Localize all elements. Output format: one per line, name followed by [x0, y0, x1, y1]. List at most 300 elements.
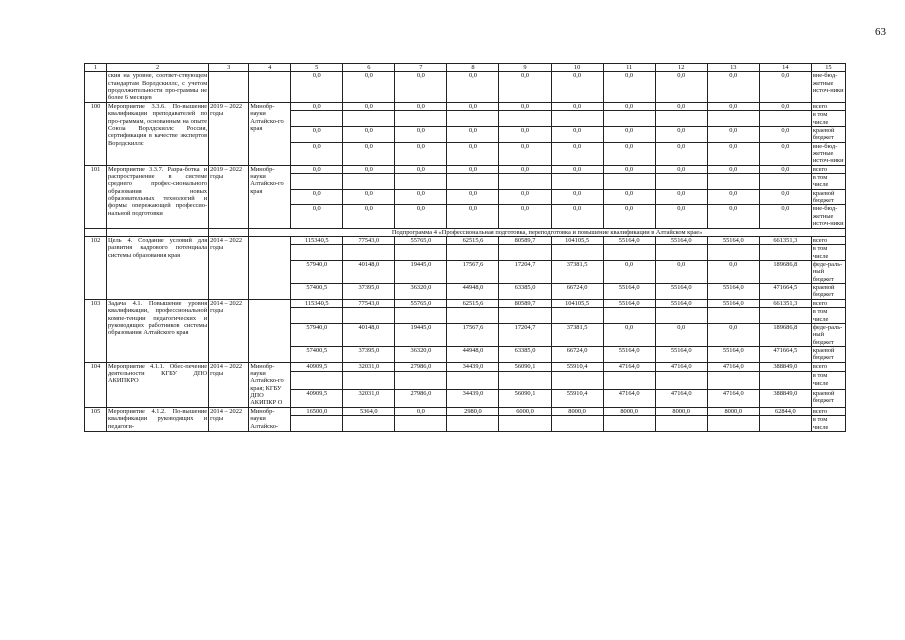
value-cell — [395, 111, 447, 127]
value-cell — [655, 245, 707, 261]
value-cell: 44948,0 — [447, 346, 499, 362]
value-cell: 40148,0 — [343, 323, 395, 346]
header-cell: 1 — [85, 64, 107, 72]
value-cell: 57400,5 — [291, 346, 343, 362]
value-cell: 47164,0 — [603, 362, 655, 371]
value-cell: 6000,0 — [499, 407, 551, 415]
value-cell: 0,0 — [395, 72, 447, 102]
value-cell: 2980,0 — [447, 407, 499, 415]
value-cell: 55164,0 — [655, 299, 707, 307]
value-cell: 63385,0 — [499, 346, 551, 362]
value-cell: 0,0 — [291, 102, 343, 110]
value-cell — [343, 174, 395, 190]
source-cell: в том числе — [811, 416, 845, 432]
value-cell: 17204,7 — [499, 260, 551, 283]
row-number-cell: 101 — [85, 165, 107, 228]
header-cell: 2 — [107, 64, 209, 72]
value-cell — [603, 416, 655, 432]
value-cell: 55164,0 — [655, 346, 707, 362]
value-cell: 66724,0 — [551, 346, 603, 362]
value-cell: 0,0 — [707, 102, 759, 110]
value-cell: 0,0 — [447, 102, 499, 110]
value-cell: 0,0 — [655, 72, 707, 102]
value-cell: 0,0 — [707, 189, 759, 205]
value-cell: 388849,0 — [759, 389, 811, 407]
value-cell: 0,0 — [395, 165, 447, 173]
row-name-cell: Цель 4. Создание условий для развития кадрового потенциала системы образования края — [107, 236, 209, 299]
source-cell: в том числе — [811, 245, 845, 261]
period-cell — [209, 228, 249, 236]
source-cell: краевой бюджет — [811, 189, 845, 205]
value-cell: 55765,0 — [395, 299, 447, 307]
value-cell: 0,0 — [655, 102, 707, 110]
row-number-cell — [85, 228, 107, 236]
value-cell: 0,0 — [447, 142, 499, 165]
value-cell: 56090,1 — [499, 362, 551, 371]
table-row — [85, 299, 846, 307]
value-cell: 0,0 — [551, 72, 603, 102]
source-cell: краевой бюджет — [811, 389, 845, 407]
value-cell — [343, 245, 395, 261]
header-row — [85, 64, 846, 72]
header-cell: 8 — [447, 64, 499, 72]
value-cell: 0,0 — [759, 72, 811, 102]
value-cell: 57400,5 — [291, 284, 343, 300]
value-cell: 0,0 — [343, 72, 395, 102]
table-body — [85, 64, 846, 432]
executor-cell: Минобр-науки Алтайско-го края — [249, 102, 291, 165]
value-cell: 55164,0 — [707, 346, 759, 362]
value-cell — [655, 372, 707, 390]
value-cell: 0,0 — [603, 260, 655, 283]
value-cell: 0,0 — [707, 72, 759, 102]
value-cell: 8000,0 — [603, 407, 655, 415]
source-cell: в том числе — [811, 308, 845, 324]
value-cell — [499, 111, 551, 127]
value-cell: 388849,0 — [759, 362, 811, 371]
value-cell: 0,0 — [759, 205, 811, 228]
value-cell: 0,0 — [551, 165, 603, 173]
subprogram-title: Подпрограмма 4 «Профессиональная подготовка, переподготовка и повышение квалификации в Алтайском крае» — [249, 228, 846, 236]
value-cell: 47164,0 — [655, 362, 707, 371]
value-cell — [447, 174, 499, 190]
row-name-cell: Задача 4.1. Повышение уровня квалификации, профессиональной компе-тенции педагогических и руководящих работников системы образования Алтайского края — [107, 299, 209, 362]
value-cell — [343, 111, 395, 127]
value-cell: 77543,0 — [343, 299, 395, 307]
value-cell: 55164,0 — [603, 284, 655, 300]
source-cell: вне-бюд-жетные источ-ники — [811, 72, 845, 102]
value-cell: 47164,0 — [707, 362, 759, 371]
value-cell: 62515,6 — [447, 299, 499, 307]
value-cell: 0,0 — [291, 72, 343, 102]
period-cell: 2019 – 2022 годы — [209, 102, 249, 165]
value-cell: 17204,7 — [499, 323, 551, 346]
value-cell — [603, 372, 655, 390]
executor-cell: Минобр-науки Алтайско-го края — [249, 165, 291, 228]
value-cell: 0,0 — [551, 205, 603, 228]
value-cell — [499, 416, 551, 432]
value-cell — [551, 174, 603, 190]
value-cell: 0,0 — [499, 205, 551, 228]
executor-cell: Минобр-науки Алтайско- — [249, 407, 291, 431]
value-cell: 0,0 — [603, 205, 655, 228]
value-cell: 55910,4 — [551, 389, 603, 407]
value-cell: 0,0 — [447, 205, 499, 228]
value-cell — [707, 372, 759, 390]
value-cell — [707, 245, 759, 261]
value-cell: 0,0 — [343, 102, 395, 110]
row-number-cell: 104 — [85, 362, 107, 407]
value-cell: 0,0 — [759, 165, 811, 173]
value-cell: 44948,0 — [447, 284, 499, 300]
value-cell: 0,0 — [603, 72, 655, 102]
header-cell: 15 — [811, 64, 845, 72]
row-name-cell: ския на уровне, соответ-ствующем стандартам Ворлдскиллс, с учетом продолжительности про-граммы не более 6 месяцев — [108, 72, 208, 102]
value-cell: 0,0 — [395, 205, 447, 228]
value-cell: 0,0 — [447, 165, 499, 173]
value-cell: 55164,0 — [603, 346, 655, 362]
value-cell: 37395,0 — [343, 346, 395, 362]
value-cell — [707, 174, 759, 190]
value-cell: 55910,4 — [551, 362, 603, 371]
source-cell: в том числе — [811, 372, 845, 390]
value-cell: 80589,7 — [499, 299, 551, 307]
value-cell: 27986,0 — [395, 389, 447, 407]
period-cell: 2014 – 2022 годы — [209, 362, 249, 407]
value-cell — [395, 308, 447, 324]
value-cell — [291, 111, 343, 127]
value-cell: 115340,5 — [291, 299, 343, 307]
value-cell: 0,0 — [603, 189, 655, 205]
value-cell: 0,0 — [759, 142, 811, 165]
value-cell: 0,0 — [603, 142, 655, 165]
value-cell: 0,0 — [759, 102, 811, 110]
value-cell: 0,0 — [707, 165, 759, 173]
value-cell — [291, 308, 343, 324]
executor-cell: Минобр-науки Алтайско-го края; КГБУ ДПО АКИПКР О — [249, 362, 291, 407]
header-cell: 10 — [551, 64, 603, 72]
value-cell: 0,0 — [291, 126, 343, 142]
value-cell: 115340,5 — [291, 236, 343, 244]
value-cell — [447, 308, 499, 324]
source-cell: всего — [811, 236, 845, 244]
value-cell: 5364,0 — [343, 407, 395, 415]
value-cell: 57940,0 — [291, 323, 343, 346]
table-row — [85, 236, 846, 244]
row-number-cell: 103 — [85, 299, 107, 362]
subprogram-row — [85, 228, 846, 236]
value-cell: 0,0 — [603, 126, 655, 142]
value-cell: 189686,8 — [759, 323, 811, 346]
value-cell: 661351,3 — [759, 236, 811, 244]
value-cell: 55164,0 — [655, 236, 707, 244]
source-cell: всего — [811, 362, 845, 371]
source-cell: краевой бюджет — [811, 126, 845, 142]
value-cell: 0,0 — [343, 165, 395, 173]
value-cell — [551, 308, 603, 324]
header-cell: 7 — [395, 64, 447, 72]
source-cell: феде-раль-ный бюджет — [811, 260, 845, 283]
header-cell: 11 — [603, 64, 655, 72]
value-cell: 0,0 — [655, 142, 707, 165]
value-cell: 0,0 — [291, 205, 343, 228]
value-cell: 40148,0 — [343, 260, 395, 283]
value-cell: 47164,0 — [707, 389, 759, 407]
value-cell: 0,0 — [395, 102, 447, 110]
value-cell: 55164,0 — [707, 284, 759, 300]
value-cell: 471664,5 — [759, 346, 811, 362]
value-cell — [447, 416, 499, 432]
row-name-cell: Мероприятие 4.1.2. По-вышение квалификации руководящих и педагоги- — [108, 407, 208, 430]
value-cell: 0,0 — [551, 189, 603, 205]
page-number: 63 — [875, 26, 886, 38]
value-cell: 56090,1 — [499, 389, 551, 407]
value-cell: 0,0 — [499, 72, 551, 102]
header-cell: 12 — [655, 64, 707, 72]
executor-cell — [249, 299, 291, 362]
value-cell: 8000,0 — [707, 407, 759, 415]
value-cell: 0,0 — [499, 165, 551, 173]
source-cell: вне-бюд-жетные источ-ники — [812, 205, 844, 228]
value-cell: 0,0 — [447, 72, 499, 102]
value-cell: 19445,0 — [395, 260, 447, 283]
period-cell: 2019 – 2022 годы — [209, 165, 249, 228]
value-cell — [603, 308, 655, 324]
source-cell: всего — [811, 102, 845, 110]
value-cell — [291, 372, 343, 390]
value-cell: 0,0 — [551, 102, 603, 110]
value-cell — [447, 111, 499, 127]
value-cell: 0,0 — [343, 189, 395, 205]
value-cell: 0,0 — [603, 323, 655, 346]
header-cell: 3 — [209, 64, 249, 72]
value-cell: 0,0 — [499, 102, 551, 110]
source-cell: всего — [811, 165, 845, 173]
table-row — [85, 362, 846, 371]
row-number-cell: 105 — [85, 407, 107, 431]
value-cell — [603, 245, 655, 261]
value-cell — [759, 245, 811, 261]
value-cell: 66724,0 — [551, 284, 603, 300]
value-cell — [759, 174, 811, 190]
header-cell: 4 — [249, 64, 291, 72]
value-cell — [499, 308, 551, 324]
value-cell: 0,0 — [395, 189, 447, 205]
value-cell — [499, 245, 551, 261]
table-row — [85, 102, 846, 110]
value-cell: 80589,7 — [499, 236, 551, 244]
value-cell: 36320,0 — [395, 284, 447, 300]
value-cell: 661351,3 — [759, 299, 811, 307]
value-cell: 37381,5 — [551, 260, 603, 283]
header-cell: 6 — [343, 64, 395, 72]
source-cell: всего — [811, 407, 845, 415]
value-cell: 47164,0 — [603, 389, 655, 407]
value-cell: 0,0 — [343, 142, 395, 165]
value-cell: 0,0 — [551, 126, 603, 142]
value-cell: 0,0 — [603, 102, 655, 110]
header-cell: 13 — [707, 64, 759, 72]
value-cell — [447, 372, 499, 390]
source-cell: всего — [811, 299, 845, 307]
value-cell — [707, 416, 759, 432]
value-cell — [395, 416, 447, 432]
value-cell: 32031,0 — [343, 389, 395, 407]
value-cell: 17567,6 — [447, 260, 499, 283]
row-name-cell: Мероприятие 4.1.1. Обес-печение деятельности КГБУ ДПО АКИПКРО — [107, 362, 209, 407]
row-name-cell: Мероприятие 3.3.6. По-вышение квалификации преподавателей по про-граммам, основанным на опыте Союза Ворлдскиллс Россия, сертификация в качестве экспертов Ворлдскиллс — [107, 102, 209, 165]
value-cell: 104105,5 — [551, 236, 603, 244]
value-cell: 0,0 — [759, 126, 811, 142]
value-cell — [759, 308, 811, 324]
value-cell — [343, 416, 395, 432]
value-cell: 0,0 — [343, 126, 395, 142]
header-cell: 5 — [291, 64, 343, 72]
value-cell: 0,0 — [707, 323, 759, 346]
value-cell: 55164,0 — [707, 299, 759, 307]
value-cell — [759, 416, 811, 432]
value-cell: 0,0 — [655, 165, 707, 173]
row-number-cell — [85, 72, 107, 102]
value-cell: 37395,0 — [343, 284, 395, 300]
value-cell: 0,0 — [447, 126, 499, 142]
value-cell — [343, 372, 395, 390]
source-cell: феде-раль-ный бюджет — [811, 323, 845, 346]
row-number-cell: 102 — [85, 236, 107, 299]
value-cell: 55164,0 — [603, 236, 655, 244]
value-cell — [655, 174, 707, 190]
value-cell — [447, 245, 499, 261]
value-cell: 55164,0 — [707, 236, 759, 244]
value-cell: 40909,5 — [291, 389, 343, 407]
row-name-cell — [107, 228, 209, 236]
value-cell: 0,0 — [655, 126, 707, 142]
value-cell: 0,0 — [603, 165, 655, 173]
value-cell: 0,0 — [707, 126, 759, 142]
row-number-cell: 100 — [85, 102, 107, 165]
value-cell: 0,0 — [707, 260, 759, 283]
value-cell: 40909,5 — [291, 362, 343, 371]
value-cell: 55164,0 — [603, 299, 655, 307]
value-cell: 0,0 — [291, 165, 343, 173]
value-cell: 55164,0 — [655, 284, 707, 300]
value-cell: 0,0 — [759, 189, 811, 205]
source-cell: в том числе — [811, 111, 845, 127]
value-cell: 0,0 — [551, 142, 603, 165]
value-cell — [499, 372, 551, 390]
budget-table — [84, 63, 846, 432]
source-cell: краевой бюджет — [811, 346, 845, 362]
value-cell: 0,0 — [499, 189, 551, 205]
row-name-cell: Мероприятие 3.3.7. Разра-ботка и распространение в системе среднего профес-сионального образования новых образовательных технологий и формы опережающей профессио-нальной подготовки — [107, 165, 209, 228]
value-cell — [707, 111, 759, 127]
value-cell: 8000,0 — [655, 407, 707, 415]
value-cell: 0,0 — [499, 126, 551, 142]
value-cell: 0,0 — [655, 260, 707, 283]
period-cell — [209, 72, 249, 102]
value-cell — [759, 372, 811, 390]
value-cell: 63385,0 — [499, 284, 551, 300]
value-cell: 37381,5 — [551, 323, 603, 346]
header-cell: 14 — [759, 64, 811, 72]
value-cell: 34439,0 — [447, 389, 499, 407]
value-cell: 0,0 — [291, 189, 343, 205]
value-cell: 0,0 — [395, 126, 447, 142]
source-cell: вне-бюд-жетные источ-ники — [812, 142, 844, 165]
executor-cell — [249, 236, 291, 299]
value-cell: 32031,0 — [343, 362, 395, 371]
source-cell: краевой бюджет — [811, 284, 845, 300]
value-cell: 0,0 — [655, 189, 707, 205]
value-cell: 16500,0 — [291, 407, 343, 415]
source-cell: в том числе — [811, 174, 845, 190]
value-cell — [551, 111, 603, 127]
budget-table-wrapper — [84, 63, 846, 432]
value-cell: 62844,0 — [759, 407, 811, 415]
value-cell: 0,0 — [395, 142, 447, 165]
value-cell — [603, 174, 655, 190]
value-cell — [655, 308, 707, 324]
value-cell: 0,0 — [343, 205, 395, 228]
value-cell — [759, 111, 811, 127]
value-cell: 0,0 — [655, 323, 707, 346]
value-cell: 36320,0 — [395, 346, 447, 362]
period-cell: 2014 – 2022 годы — [209, 407, 249, 431]
value-cell: 0,0 — [707, 205, 759, 228]
value-cell — [603, 111, 655, 127]
value-cell: 0,0 — [447, 189, 499, 205]
value-cell — [343, 308, 395, 324]
value-cell: 34439,0 — [447, 362, 499, 371]
value-cell — [655, 416, 707, 432]
value-cell: 17567,6 — [447, 323, 499, 346]
value-cell: 471664,5 — [759, 284, 811, 300]
value-cell — [707, 308, 759, 324]
value-cell: 47164,0 — [655, 389, 707, 407]
value-cell — [395, 174, 447, 190]
value-cell: 0,0 — [395, 407, 447, 415]
value-cell: 0,0 — [655, 205, 707, 228]
value-cell — [291, 174, 343, 190]
value-cell: 0,0 — [499, 142, 551, 165]
value-cell — [395, 245, 447, 261]
value-cell: 0,0 — [707, 142, 759, 165]
value-cell: 27986,0 — [395, 362, 447, 371]
table-row — [85, 165, 846, 173]
continuation-row — [85, 72, 846, 102]
value-cell — [655, 111, 707, 127]
period-cell: 2014 – 2022 годы — [209, 299, 249, 362]
value-cell — [291, 245, 343, 261]
value-cell — [395, 372, 447, 390]
table-row — [85, 407, 846, 415]
value-cell: 57940,0 — [291, 260, 343, 283]
value-cell — [499, 174, 551, 190]
value-cell: 189686,8 — [759, 260, 811, 283]
value-cell: 104105,5 — [551, 299, 603, 307]
value-cell — [551, 416, 603, 432]
value-cell: 62515,6 — [447, 236, 499, 244]
value-cell — [291, 416, 343, 432]
period-cell: 2014 – 2022 годы — [209, 236, 249, 299]
executor-cell — [249, 72, 291, 102]
value-cell: 77543,0 — [343, 236, 395, 244]
value-cell: 55765,0 — [395, 236, 447, 244]
value-cell — [551, 372, 603, 390]
value-cell: 8000,0 — [551, 407, 603, 415]
value-cell: 19445,0 — [395, 323, 447, 346]
header-cell: 9 — [499, 64, 551, 72]
